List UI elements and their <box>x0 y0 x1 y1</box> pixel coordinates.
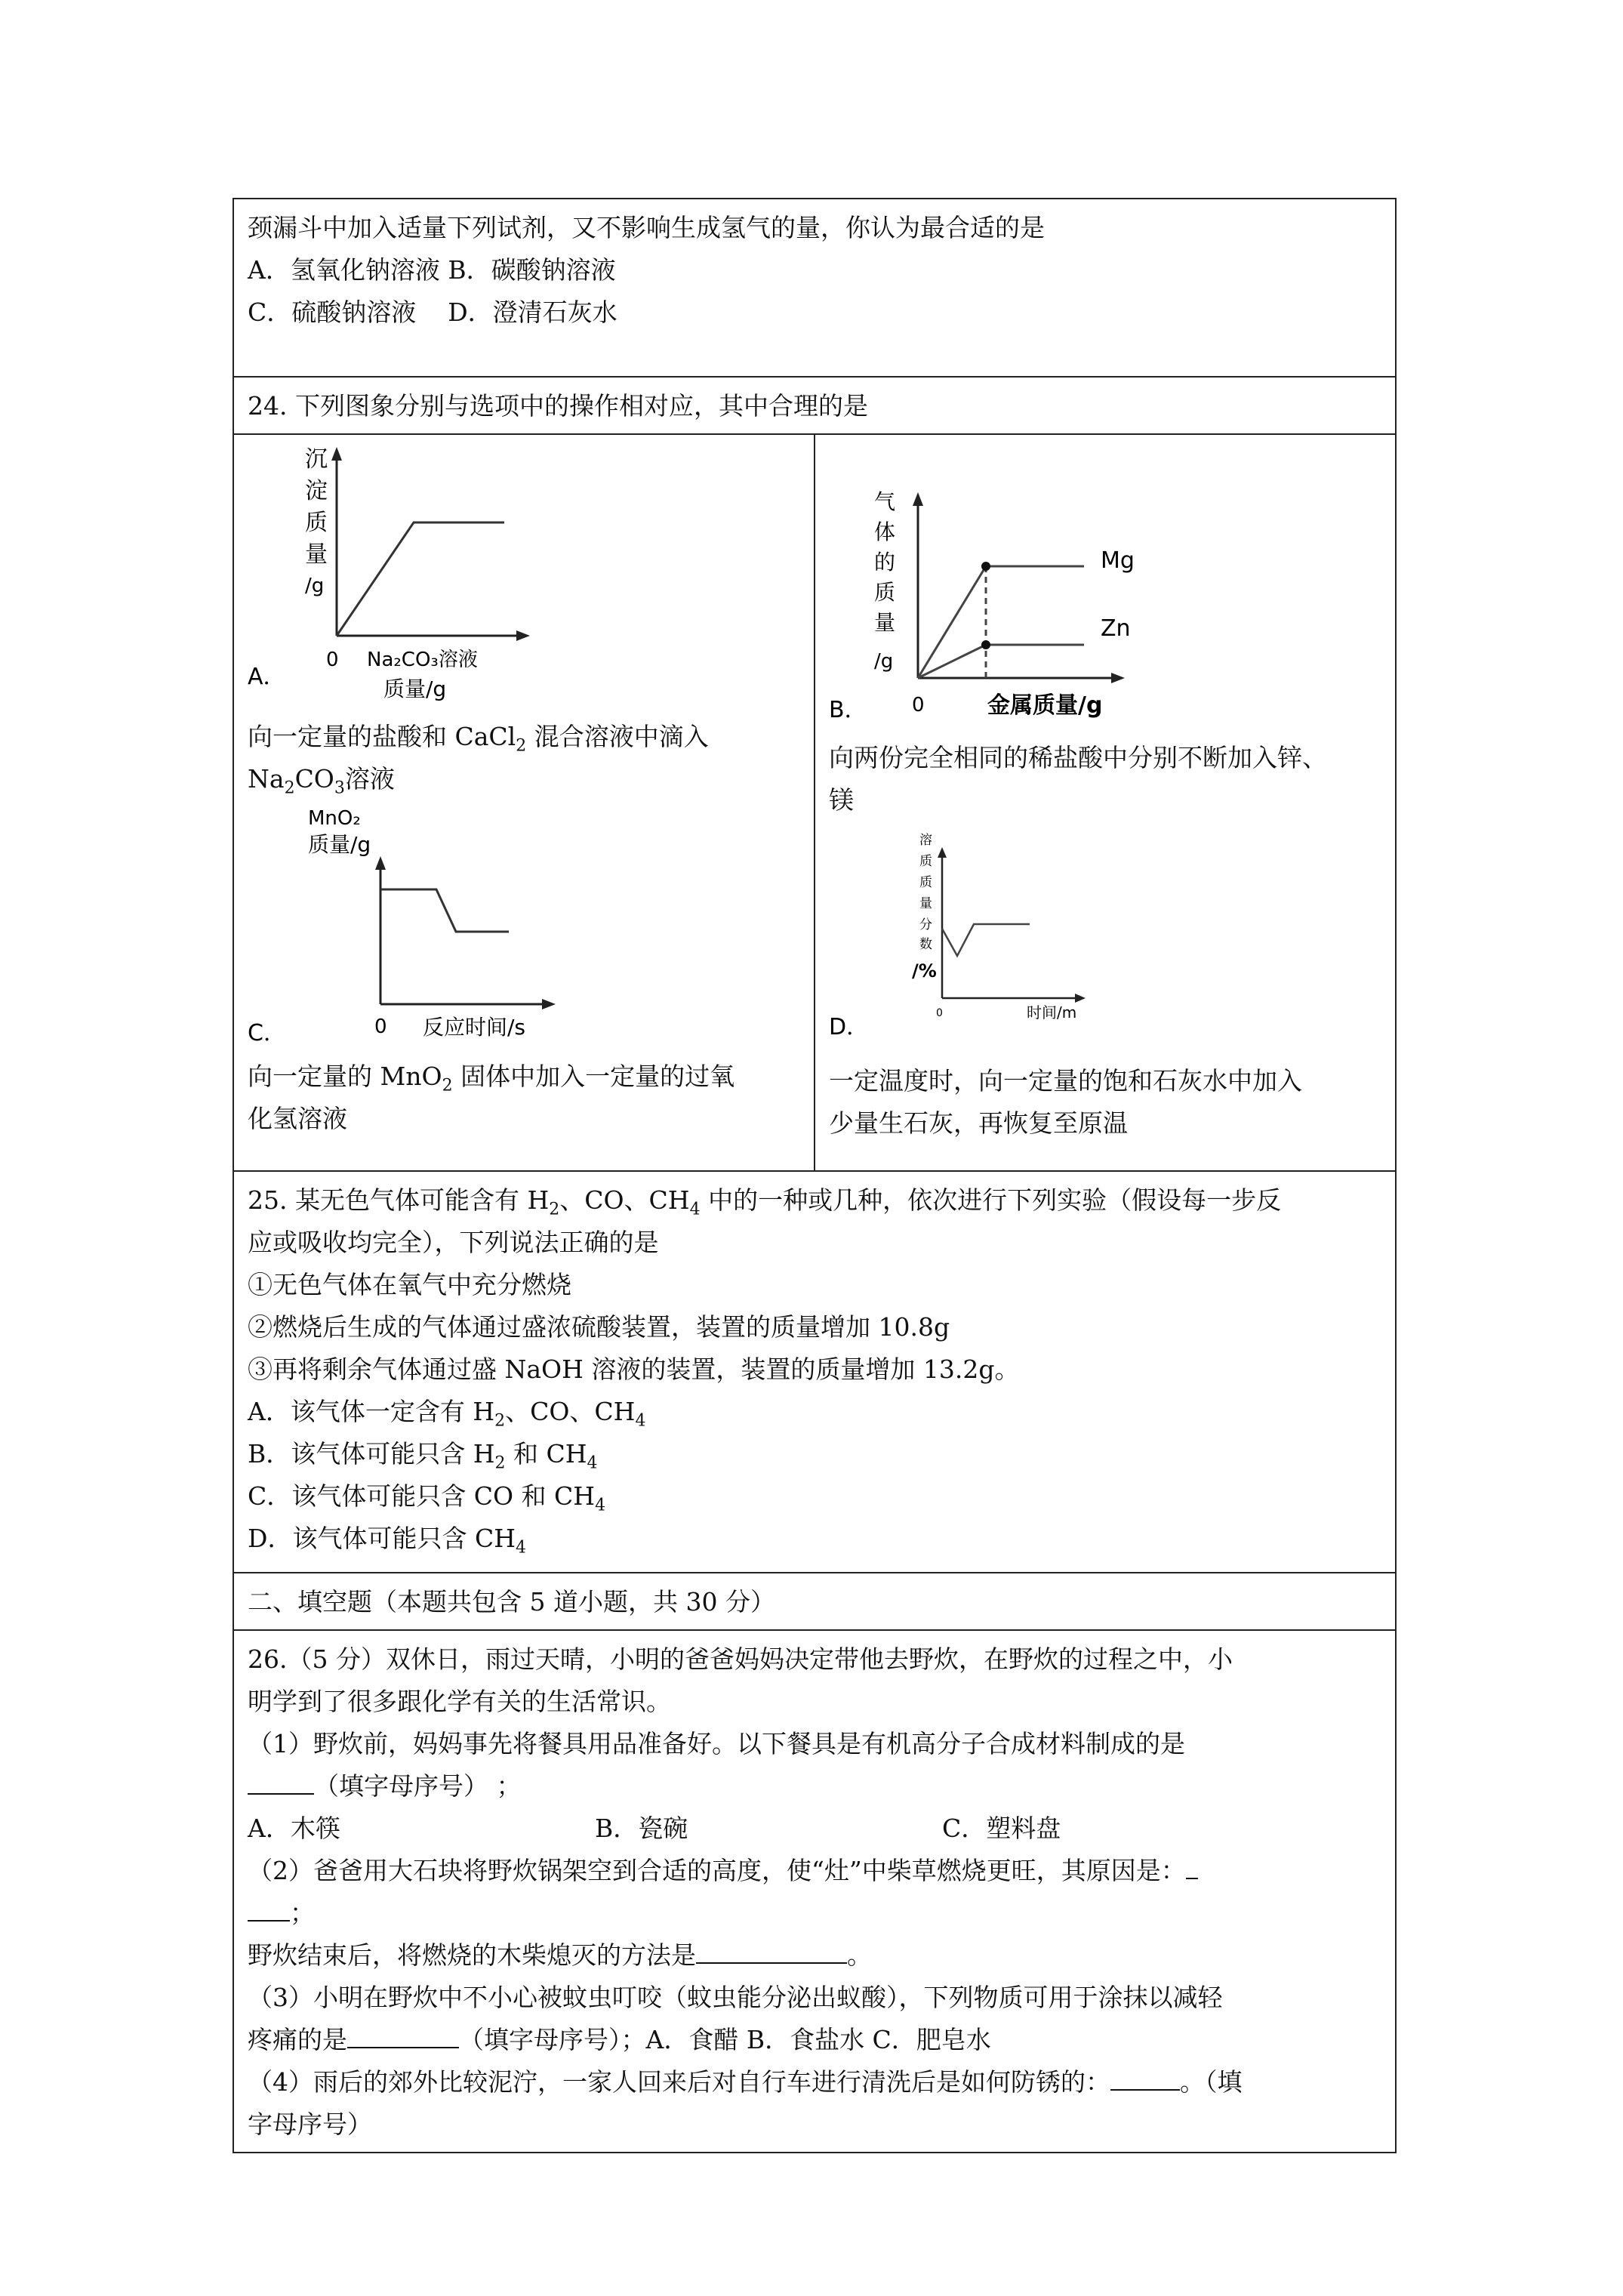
q25-l1-a: 25. 某无色气体可能含有 H <box>248 1185 550 1215</box>
graph-d-ylabel-3: 质 <box>919 875 932 890</box>
q24-stem-cell <box>233 377 1396 434</box>
q26-option-c: C．塑料盘 <box>942 1814 1061 1843</box>
graph-d-ylabel-4: 量 <box>919 896 932 911</box>
q25-d-1: D．该气体可能只含 CH <box>248 1524 516 1553</box>
exam-sheet <box>233 198 1397 2153</box>
graph-a-desc-2s1: 2 <box>284 778 295 798</box>
graph-a-desc-1a: 向一定量的盐酸和 CaCl <box>248 722 516 751</box>
q26-part4-text: （4）雨后的郊外比较泥泞，一家人回来后对自行车进行清洗后是如何防锈的： <box>248 2067 1110 2097</box>
graph-a-desc-2b: CO <box>294 764 334 794</box>
q26-option-a: A．木筷 <box>248 1814 340 1843</box>
graph-c-x-arrow <box>542 999 556 1009</box>
graph-a-origin: 0 <box>326 649 339 671</box>
q26-part2b-text: 野炊结束后，将燃烧的木柴熄灭的方法是 <box>248 1940 696 1970</box>
q24-stem-row <box>233 377 1396 434</box>
q26-part2-cont <box>248 1892 1381 1934</box>
exam-table <box>233 198 1397 2153</box>
graph-d-ylabel-5: 分 <box>919 917 932 932</box>
q26-part2-text: （2）爸爸用大石块将野炊锅架空到合适的高度，使“灶”中柴草燃烧更旺，其原因是： <box>248 1856 1186 1885</box>
section2-title: 二、填空题（本题共包含 5 道小题，共 30 分） <box>248 1587 775 1616</box>
q25-d-s1: 4 <box>515 1538 526 1558</box>
q25-b-2: 和 CH <box>505 1439 587 1469</box>
q24-graph-row <box>233 434 1396 1171</box>
q26-part3b-post: （填字母序号）；A．食醋 B．食盐水 C．肥皂水 <box>459 2025 991 2054</box>
graph-d-letter: D． <box>829 1014 870 1040</box>
graph-c-ylabel-1: MnO₂ <box>308 807 361 830</box>
graph-b-xlabel: 金属质量/g <box>987 692 1103 719</box>
graph-a-x-arrow <box>516 630 530 641</box>
graph-b-block <box>829 438 1381 737</box>
section2-cell <box>233 1573 1396 1630</box>
q26-part1-hint: （填字母序号） ； <box>314 1771 522 1801</box>
q24-stem: 24. 下列图象分别与选项中的操作相对应，其中合理的是 <box>248 391 868 421</box>
q26-part4 <box>248 2061 1381 2103</box>
q25-a-s1: 2 <box>494 1411 506 1431</box>
graph-b-curve-mg <box>918 566 1084 678</box>
graph-d-yunit: /% <box>912 960 937 982</box>
q24-right-cell <box>815 434 1396 1171</box>
graph-c-xlabel: 反应时间/s <box>423 1015 526 1040</box>
graph-a-letter: A． <box>248 664 286 690</box>
q25-option-d <box>248 1518 1381 1560</box>
graph-d-block <box>829 826 1381 1056</box>
q26-cell <box>233 1630 1396 2153</box>
graph-a-desc-2s2: 3 <box>334 778 345 798</box>
q26-part1-options <box>248 1808 1381 1850</box>
graph-c-y-arrow <box>375 856 386 870</box>
graph-a-desc-1b: 混合溶液中滴入 <box>526 722 709 751</box>
q25-b-s2: 4 <box>587 1453 598 1473</box>
graph-b-ylabel-2: 体 <box>874 519 896 544</box>
q26-part4b: 字母序号） <box>248 2110 372 2139</box>
graph-b-ylabel-3: 的 <box>874 550 896 575</box>
graph-b-point-mg <box>981 562 990 571</box>
q26-option-b: B．瓷碗 <box>595 1814 688 1843</box>
graph-a-ylabel-5: /g <box>305 575 325 597</box>
graph-b-origin: 0 <box>912 694 925 717</box>
q26-part2b <box>248 1934 1381 1977</box>
graph-a-desc-sub: 2 <box>516 736 527 756</box>
q25-line2: 应或吸收均完全），下列说法正确的是 <box>248 1228 659 1257</box>
q25-b-s1: 2 <box>494 1453 506 1473</box>
q25-a-2: 、CO、CH <box>505 1397 636 1426</box>
graph-c-desc-2: 化氢溶液 <box>248 1104 347 1133</box>
q25-l1-s2: 4 <box>689 1200 701 1219</box>
graph-a-ylabel-1: 沉 <box>305 446 328 473</box>
graph-d-xlabel: 时间/m <box>1027 1003 1077 1022</box>
graph-a-desc-2 <box>248 758 800 800</box>
graph-d-desc-1: 一定温度时，向一定量的饱和石灰水中加入 <box>829 1066 1302 1096</box>
q26-part3: （3）小明在野炊中不小心被蚊虫叮咬（蚊虫能分泌出蚁酸），下列物质可用于涂抹以减轻 <box>248 1983 1223 2012</box>
q25-l1-s1: 2 <box>549 1200 560 1219</box>
graph-c-desc-1 <box>248 1056 800 1098</box>
graph-d-ylabel-2: 质 <box>919 854 932 869</box>
graph-b-ylabel-6: /g <box>874 650 894 673</box>
graph-b-x-arrow <box>1111 673 1125 683</box>
q26-part1-answer <box>248 1765 1381 1808</box>
graph-d-x-arrow <box>1075 994 1086 1003</box>
q26-blank-1[interactable] <box>248 1766 314 1795</box>
graph-b-desc-1: 向两份完全相同的稀盐酸中分别不断加入锌、 <box>829 743 1327 772</box>
graph-c-origin: 0 <box>374 1015 387 1038</box>
q25-l1-c: 中的一种或几种，依次进行下列实验（假设每一步反 <box>700 1185 1282 1215</box>
q25-option-a <box>248 1391 1381 1433</box>
q26-row <box>233 1630 1396 2153</box>
q26-part2-end: ； <box>290 1898 315 1928</box>
q26-blank-4[interactable] <box>347 2020 459 2048</box>
q25-option-b <box>248 1433 1381 1475</box>
q26-part4-end: 。（填 <box>1180 2067 1243 2097</box>
graph-a-curve <box>337 522 504 636</box>
graph-b-curve-zn <box>918 645 1084 678</box>
graph-c-curve <box>380 889 509 932</box>
q26-part1: （1）野炊前，妈妈事先将餐具用品准备好。以下餐具是有机高分子合成材料制成的是 <box>248 1729 1185 1758</box>
q25-a-s2: 4 <box>635 1411 646 1431</box>
q25-row <box>233 1171 1396 1573</box>
graph-a-ylabel-2: 淀 <box>305 478 328 504</box>
q25-option-c <box>248 1475 1381 1518</box>
q25-step2: ②燃烧后生成的气体通过盛浓硫酸装置，装置的质量增加 10.8g <box>248 1312 950 1342</box>
q25-step1: ①无色气体在氧气中充分燃烧 <box>248 1270 571 1299</box>
graph-c-desc-1a: 向一定量的 MnO <box>248 1062 442 1091</box>
q25-b-1: B．该气体可能只含 H <box>248 1439 495 1469</box>
graph-a-desc-2c: 溶液 <box>344 764 395 794</box>
graph-d-ylabel-1: 溶 <box>919 833 932 848</box>
q26-blank-2a[interactable] <box>1186 1851 1198 1879</box>
q24-left-cell <box>233 434 815 1171</box>
graph-c-desc-1b: 固体中加入一定量的过氧 <box>452 1062 735 1091</box>
graph-b-point-zn <box>981 640 990 649</box>
graph-d-y-arrow <box>938 847 947 858</box>
q23-options-cd: C．硫酸钠溶液 D．澄清石灰水 <box>248 297 617 327</box>
q26-line1: 26.（5 分）双休日，雨过天晴，小明的爸爸妈妈决定带他去野炊，在野炊的过程之中，小 <box>248 1644 1233 1674</box>
q23-cell <box>233 199 1396 377</box>
q26-line2: 明学到了很多跟化学有关的生活常识。 <box>248 1687 671 1716</box>
graph-c-ylabel-2: 质量/g <box>308 832 371 857</box>
graph-d <box>829 826 1387 1056</box>
graph-a-xlabel-2: 质量/g <box>383 676 447 701</box>
q25-step3: ③再将剩余气体通过盛 NaOH 溶液的装置，装置的质量增加 13.2g。 <box>248 1354 1020 1384</box>
graph-b-series-mg: Mg <box>1101 547 1135 574</box>
q23-line1: 颈漏斗中加入适量下列试剂，又不影响生成氢气的量，你认为最合适的是 <box>248 213 1045 242</box>
q26-part2 <box>248 1850 1381 1892</box>
section2-row <box>233 1573 1396 1630</box>
graph-d-ylabel-6: 数 <box>919 937 932 952</box>
graph-b-series-zn: Zn <box>1101 615 1131 642</box>
graph-d-desc-2: 少量生石灰，再恢复至原温 <box>829 1108 1128 1138</box>
q25-c-s1: 4 <box>595 1496 606 1515</box>
q25-line1 <box>248 1179 1381 1222</box>
q23-options-ab: A．氢氧化钠溶液 B．碳酸钠溶液 <box>248 255 616 285</box>
graph-a-desc-2a: Na <box>248 764 285 794</box>
q23-row <box>233 199 1396 377</box>
q26-part3b <box>248 2019 1381 2061</box>
graph-d-curve <box>942 924 1030 956</box>
graph-a-xlabel-1: Na₂CO₃溶液 <box>367 649 478 671</box>
graph-c-letter: C． <box>248 1020 286 1046</box>
q26-blank-2b[interactable] <box>248 1893 290 1922</box>
graph-c-desc-sub: 2 <box>442 1076 453 1096</box>
graph-a-desc-1 <box>248 716 800 758</box>
graph-a-block <box>248 438 800 707</box>
graph-a <box>248 438 806 707</box>
q25-a-1: A．该气体一定含有 H <box>248 1397 495 1426</box>
graph-c-block <box>248 802 800 1051</box>
q26-part2b-end: 。 <box>847 1940 872 1970</box>
graph-b-ylabel-5: 量 <box>874 610 896 635</box>
graph-a-ylabel-3: 质 <box>305 510 328 536</box>
graph-b-ylabel-1: 气 <box>874 489 896 514</box>
graph-d-origin: 0 <box>936 1007 943 1019</box>
q25-l1-b: 、CO、CH <box>559 1185 690 1215</box>
graph-b-y-arrow <box>913 492 923 506</box>
graph-b <box>829 438 1387 737</box>
graph-a-ylabel-4: 量 <box>305 541 328 568</box>
graph-a-y-arrow <box>331 447 342 461</box>
graph-b-ylabel-4: 质 <box>874 580 896 605</box>
q25-c-1: C．该气体可能只含 CO 和 CH <box>248 1481 596 1511</box>
graph-c <box>248 802 806 1051</box>
graph-b-desc-2: 镁 <box>829 785 854 815</box>
q26-part3b-pre: 疼痛的是 <box>248 2025 347 2054</box>
q25-cell <box>233 1171 1396 1573</box>
q26-blank-5[interactable] <box>1110 2062 1180 2091</box>
graph-b-letter: B． <box>829 697 867 723</box>
q26-blank-3[interactable] <box>696 1935 847 1964</box>
